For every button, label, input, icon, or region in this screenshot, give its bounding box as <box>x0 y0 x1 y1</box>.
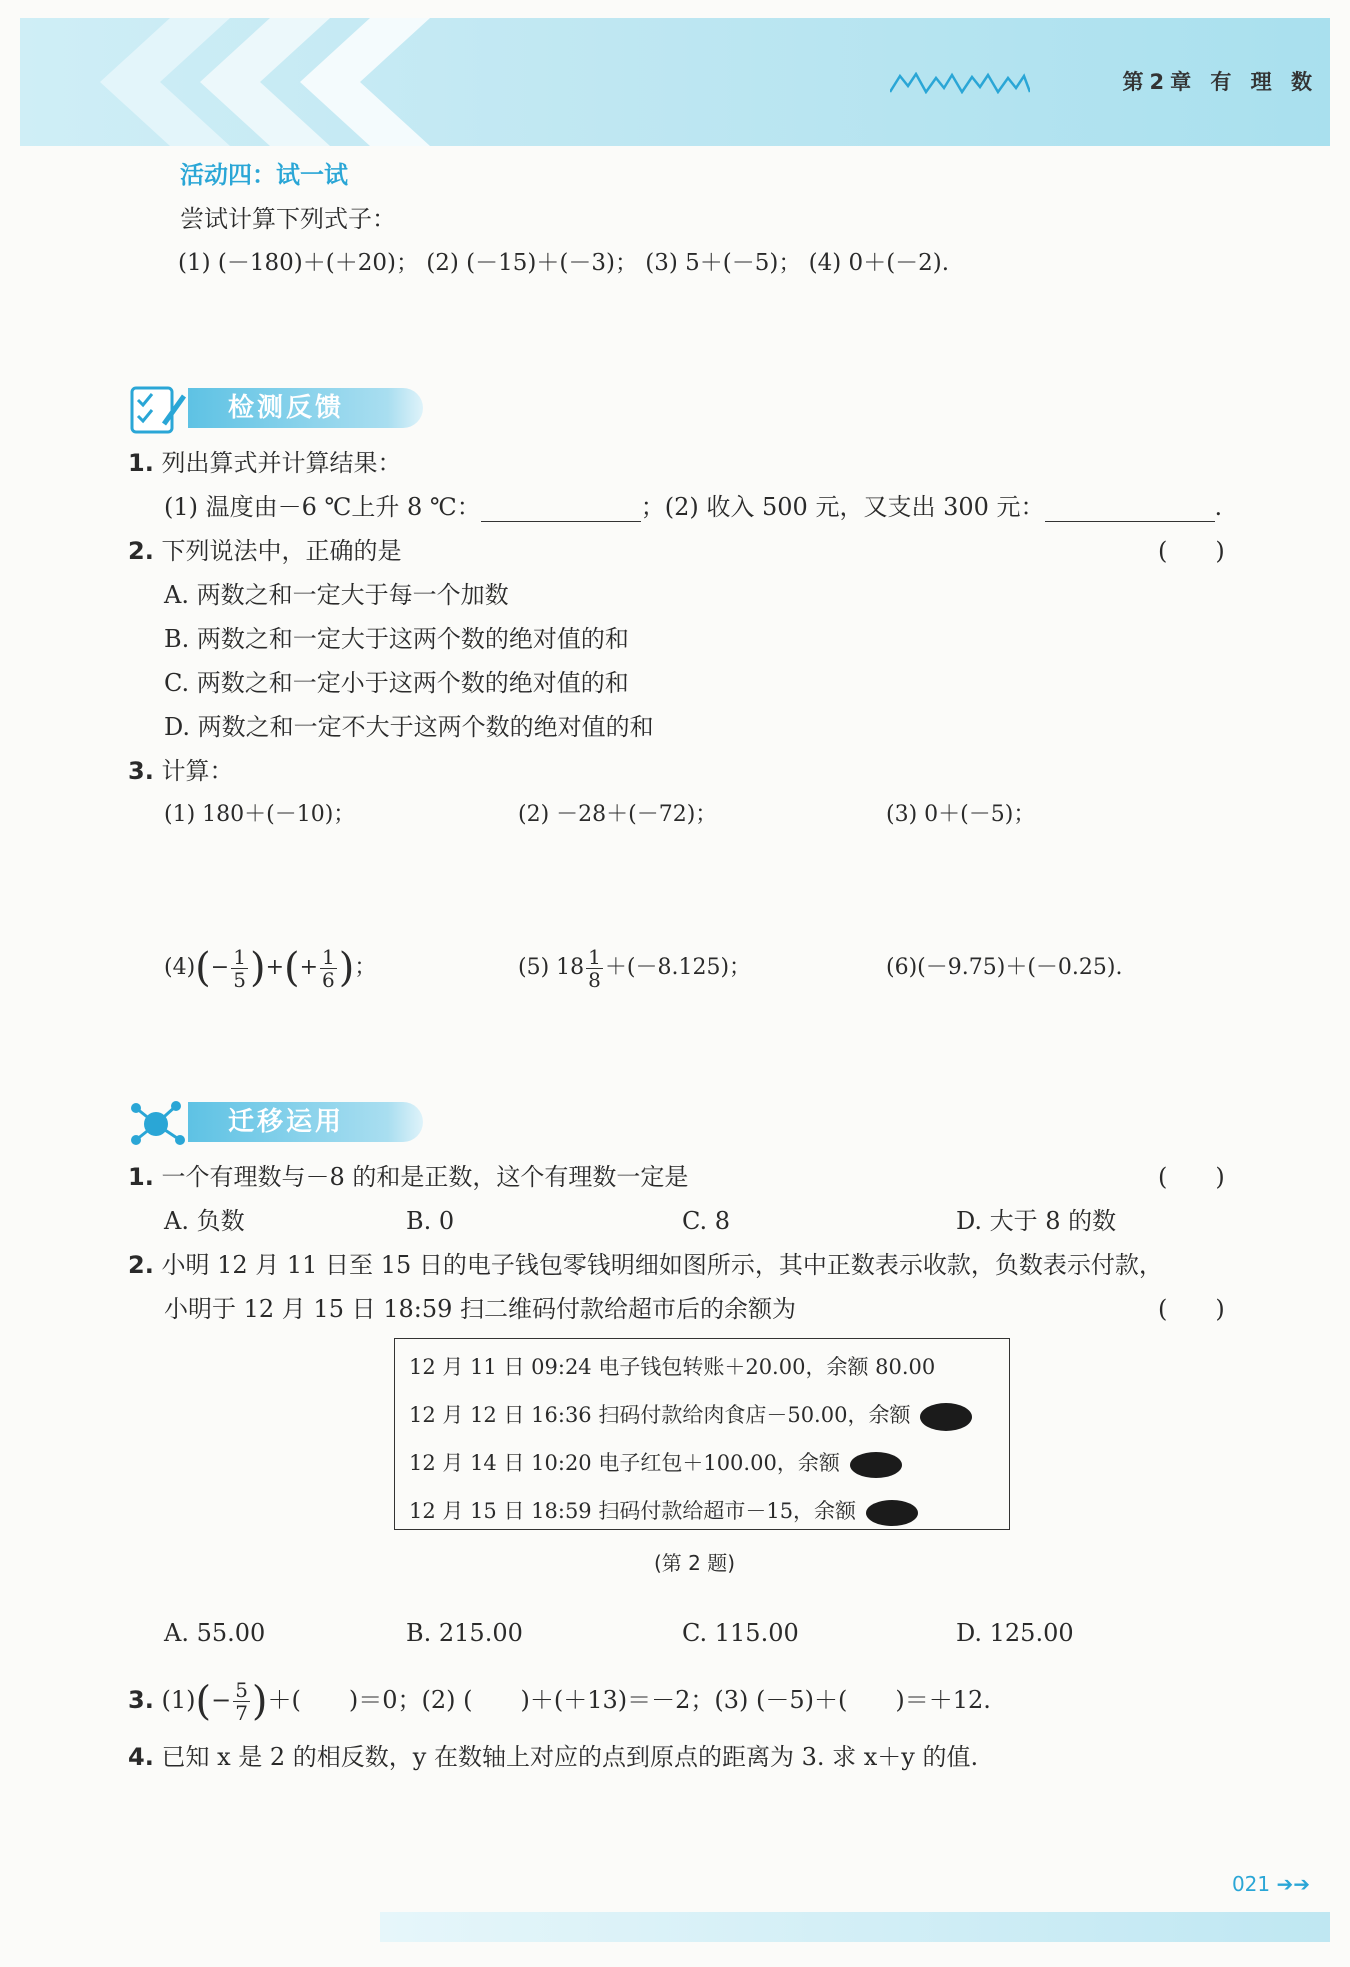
question-text: 小明 12 月 11 日至 15 日的电子钱包零钱明细如图所示，其中正数表示收款，负数表示付款， <box>161 1251 1163 1279</box>
fraction: $\frac{1}{5}$ <box>233 944 246 992</box>
ink-blot <box>850 1452 902 1478</box>
table-row: 12 月 15 日 18:59 扫码付款给超市－15，余额 <box>409 1495 918 1526</box>
checklist-icon <box>128 384 188 436</box>
answer-blank[interactable] <box>1045 499 1215 522</box>
chevron-decoration-icon <box>80 18 500 146</box>
question-text: ＋( )＝0；(2) ( )＋(＋13)＝－2；(3) (－5)＋( )＝＋12. <box>267 1686 991 1714</box>
period: . <box>1214 493 1223 521</box>
question-text: 计算： <box>161 757 234 785</box>
arrow-icon: ➔➔ <box>1276 1872 1310 1896</box>
calc-6: (6)(－9.75)＋(－0.25). <box>886 955 1123 980</box>
question-1-transfer <box>128 1162 688 1192</box>
answer-parens[interactable]: ( ) <box>1158 1163 1225 1191</box>
option-c: C. 两数之和一定小于这两个数的绝对值的和 <box>164 669 629 697</box>
fraction: $\frac{1}{6}$ <box>322 944 335 992</box>
part-label: (1) <box>161 1686 196 1714</box>
activity-items: (1) (－180)＋(＋20)； (2) (－15)＋(－3)； (3) 5＋(－5)； (4) 0＋(－2). <box>178 250 950 276</box>
calc-label: (4) <box>164 955 196 980</box>
fraction: $\frac{1}{8}$ <box>588 944 601 992</box>
calc-rest: ＋(－8.125)； <box>604 955 752 980</box>
option-a: A. 55.00 <box>164 1619 266 1647</box>
footer-band <box>380 1912 1330 1942</box>
question-2-feedback <box>128 536 401 566</box>
section-banner-transfer <box>128 1098 468 1150</box>
figure-caption: (第 2 题) <box>654 1551 736 1575</box>
question-number: 3. <box>128 1686 154 1714</box>
activity-intro: 尝试计算下列式子： <box>180 205 396 233</box>
question-1-feedback <box>128 448 401 478</box>
calc-5 <box>518 938 751 998</box>
question-text: 已知 x 是 2 的相反数，y 在数轴上对应的点到原点的距离为 3. 求 x＋y 的值. <box>161 1743 979 1771</box>
part-1-text: (1) 温度由－6 ℃上升 8 ℃： <box>164 493 481 521</box>
option-c: C. 8 <box>682 1207 731 1235</box>
mountain-decoration-icon <box>890 72 1030 94</box>
calc-3: (3) 0＋(－5)； <box>886 802 1036 827</box>
option-a: A. 两数之和一定大于每一个加数 <box>164 581 509 609</box>
ink-blot <box>920 1403 972 1431</box>
question-number: 2. <box>128 537 154 565</box>
question-3-transfer: 3. (1)(− $\frac{5}{7}$ )＋( )＝0；(2) ( )＋(＋13)＝－2；(3) (－5)＋( )＝＋12. <box>128 1678 991 1725</box>
table-row: 12 月 14 日 10:20 电子红包＋100.00，余额 <box>409 1447 902 1478</box>
question-number: 1. <box>128 1163 154 1191</box>
section-banner-feedback <box>128 384 468 436</box>
section-title: 迁移运用 <box>188 1102 423 1142</box>
question-1-parts <box>164 492 1222 522</box>
chapter-title: 第2章 有 理 数 <box>1122 70 1318 94</box>
calc-1: (1) 180＋(－10)； <box>164 802 356 827</box>
calc-2: (2) －28＋(－72)； <box>518 802 718 827</box>
question-text-line2: 小明于 12 月 15 日 18:59 扫二维码付款给超市后的余额为 <box>164 1295 797 1323</box>
option-b: B. 0 <box>406 1207 455 1235</box>
answer-parens[interactable]: ( ) <box>1158 537 1225 565</box>
option-d: D. 125.00 <box>956 1619 1074 1647</box>
question-number: 1. <box>128 449 154 477</box>
question-3-feedback <box>128 756 233 786</box>
calc-4: (4)(− $\frac{1}{5}$ )+(+ $\frac{1}{6}$ )； <box>164 944 377 992</box>
fraction: $\frac{5}{7}$ <box>235 1678 248 1725</box>
question-text: 下列说法中，正确的是 <box>161 537 402 565</box>
table-row: 12 月 12 日 16:36 扫码付款给肉食店－50.00，余额 <box>409 1399 972 1431</box>
molecule-icon <box>128 1098 192 1150</box>
question-text: 一个有理数与－8 的和是正数，这个有理数一定是 <box>161 1163 689 1191</box>
question-text: 列出算式并计算结果： <box>161 449 402 477</box>
option-d: D. 两数之和一定不大于这两个数的绝对值的和 <box>164 713 654 741</box>
option-b: B. 215.00 <box>406 1619 523 1647</box>
option-c: C. 115.00 <box>682 1619 799 1647</box>
question-number: 2. <box>128 1251 154 1279</box>
question-number: 3. <box>128 757 154 785</box>
answer-blank[interactable] <box>481 499 641 522</box>
wallet-record-table <box>394 1338 1010 1530</box>
table-row: 12 月 11 日 09:24 电子钱包转账＋20.00，余额 80.00 <box>409 1355 936 1379</box>
page-number: 021 ➔➔ <box>1231 1872 1310 1896</box>
option-b: B. 两数之和一定大于这两个数的绝对值的和 <box>164 625 629 653</box>
section-title: 检测反馈 <box>188 388 423 428</box>
calc-label: (5) 18 <box>518 955 585 980</box>
question-2-transfer <box>128 1250 1163 1280</box>
option-a: A. 负数 <box>164 1207 245 1235</box>
question-4-transfer <box>128 1742 978 1772</box>
activity-title: 活动四：试一试 <box>180 161 348 189</box>
part-2-text: ；(2) 收入 500 元，又支出 300 元： <box>640 493 1045 521</box>
ink-blot <box>866 1500 918 1526</box>
question-number: 4. <box>128 1743 154 1771</box>
option-d: D. 大于 8 的数 <box>956 1207 1117 1235</box>
answer-parens[interactable]: ( ) <box>1158 1295 1225 1323</box>
